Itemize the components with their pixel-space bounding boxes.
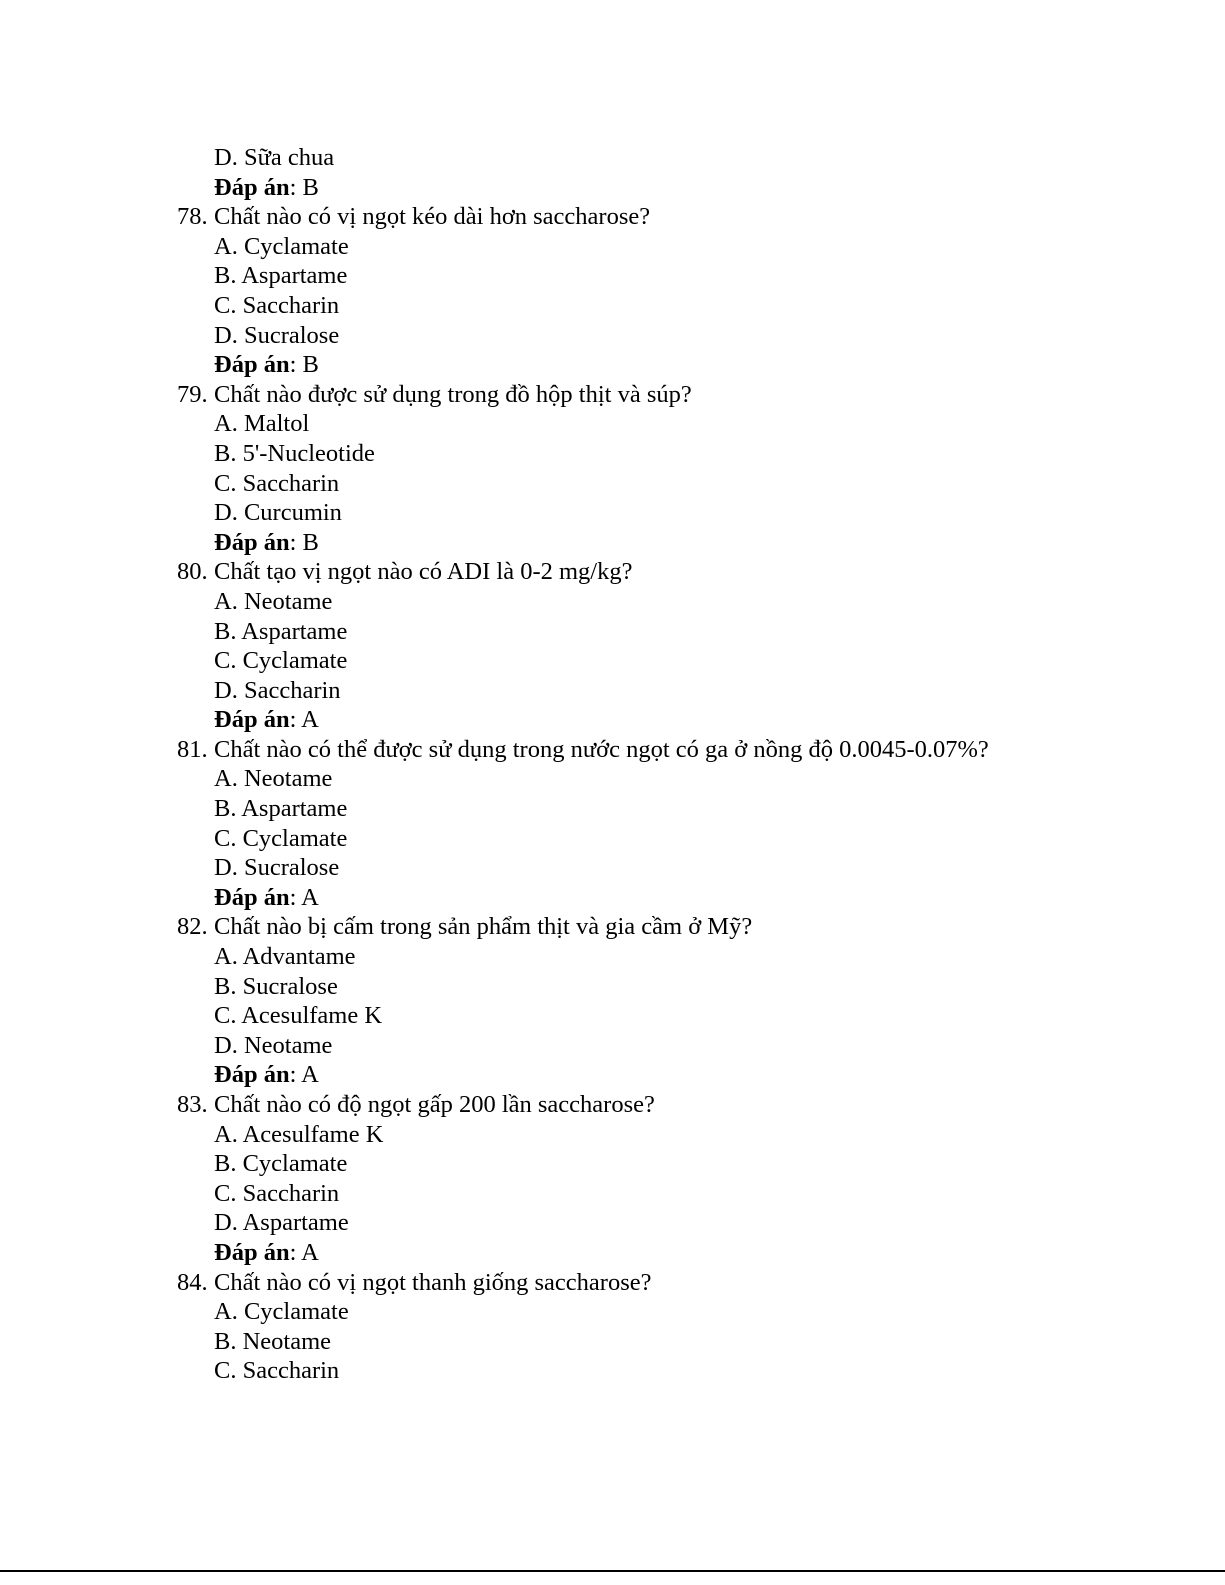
question-line	[0, 1090, 1225, 1120]
answer-option: D. Neotame	[214, 1031, 333, 1059]
question-number: 78.	[177, 203, 208, 231]
answer-option: C. Saccharin	[214, 469, 340, 497]
page-bottom-border	[0, 1570, 1225, 1572]
correct-answer-line	[0, 1060, 1225, 1090]
correct-answer-line	[0, 1238, 1225, 1268]
question-line	[0, 735, 1225, 765]
document-page	[0, 143, 1225, 1386]
answer-label: Đáp án	[214, 883, 290, 911]
question-text: Chất nào có vị ngọt kéo dài hơn saccharose?	[214, 203, 651, 231]
answer-value: : B	[289, 528, 319, 556]
answer-label: Đáp án	[214, 706, 290, 734]
answer-option: D. Saccharin	[214, 676, 341, 704]
correct-answer-line	[0, 173, 1225, 203]
question-text: Chất nào có vị ngọt thanh giống saccharose?	[214, 1268, 652, 1296]
answer-option: D. Sucralose	[214, 321, 340, 349]
correct-answer-line	[0, 350, 1225, 380]
question-line	[0, 380, 1225, 410]
question-line	[0, 557, 1225, 587]
answer-label: Đáp án	[214, 528, 290, 556]
answer-option: D. Sữa chua	[214, 144, 335, 171]
answer-option: A. Advantame	[214, 943, 356, 971]
answer-value: : A	[289, 1238, 319, 1266]
answer-option: C. Saccharin	[214, 1179, 340, 1207]
answer-option: A. Cyclamate	[214, 1298, 349, 1326]
answer-label: Đáp án	[214, 351, 290, 379]
question-text: Chất nào bị cấm trong sản phẩm thịt và gia cầm ở Mỹ?	[214, 913, 753, 941]
question-text: Chất nào có độ ngọt gấp 200 lần saccharose?	[214, 1091, 655, 1118]
answer-option: C. Cyclamate	[214, 824, 348, 852]
question-text: Chất nào được sử dụng trong đồ hộp thịt và súp?	[214, 380, 692, 408]
answer-option: A. Maltol	[214, 410, 310, 438]
answer-value: : A	[289, 1061, 319, 1089]
answer-option: C. Cyclamate	[214, 647, 348, 675]
answer-option: A. Neotame	[214, 765, 333, 793]
answer-option: B. Aspartame	[214, 795, 348, 823]
correct-answer-line	[0, 705, 1225, 735]
question-number: 83.	[177, 1091, 208, 1118]
question-line	[0, 202, 1225, 232]
answer-label: Đáp án	[214, 1061, 290, 1089]
question-number: 80.	[177, 558, 208, 586]
answer-option: C. Saccharin	[214, 1357, 340, 1385]
correct-answer-line	[0, 883, 1225, 913]
answer-option: C. Saccharin	[214, 291, 340, 319]
answer-value: : B	[289, 173, 319, 201]
answer-option: B. Sucralose	[214, 972, 338, 1000]
answer-option: D. Curcumin	[214, 499, 342, 527]
question-number: 81.	[177, 735, 208, 763]
answer-option: B. 5'-Nucleotide	[214, 439, 375, 467]
question-line	[0, 1268, 1225, 1298]
answer-value: : A	[289, 706, 319, 734]
answer-option: A. Acesulfame K	[214, 1120, 384, 1148]
answer-value: : B	[289, 351, 319, 379]
answer-option: D. Sucralose	[214, 854, 340, 882]
question-number: 79.	[177, 380, 208, 408]
answer-option: B. Neotame	[214, 1327, 332, 1355]
answer-option: B. Aspartame	[214, 617, 348, 645]
answer-option: C. Acesulfame K	[214, 1002, 383, 1030]
question-number: 84.	[177, 1268, 208, 1296]
answer-label: Đáp án	[214, 173, 290, 201]
answer-label: Đáp án	[214, 1238, 290, 1266]
answer-value: : A	[289, 883, 319, 911]
question-text: Chất tạo vị ngọt nào có ADI là 0-2 mg/kg?	[214, 558, 633, 586]
correct-answer-line	[0, 528, 1225, 558]
answer-option: D. Aspartame	[214, 1209, 349, 1237]
answer-option: B. Cyclamate	[214, 1150, 348, 1178]
question-line	[0, 912, 1225, 942]
answer-option: A. Cyclamate	[214, 232, 349, 260]
question-text: Chất nào có thể được sử dụng trong nước ngọt có ga ở nồng độ 0.0045-0.07%?	[214, 735, 989, 763]
question-number: 82.	[177, 913, 208, 941]
answer-option: B. Aspartame	[214, 262, 348, 290]
answer-option: A. Neotame	[214, 587, 333, 615]
